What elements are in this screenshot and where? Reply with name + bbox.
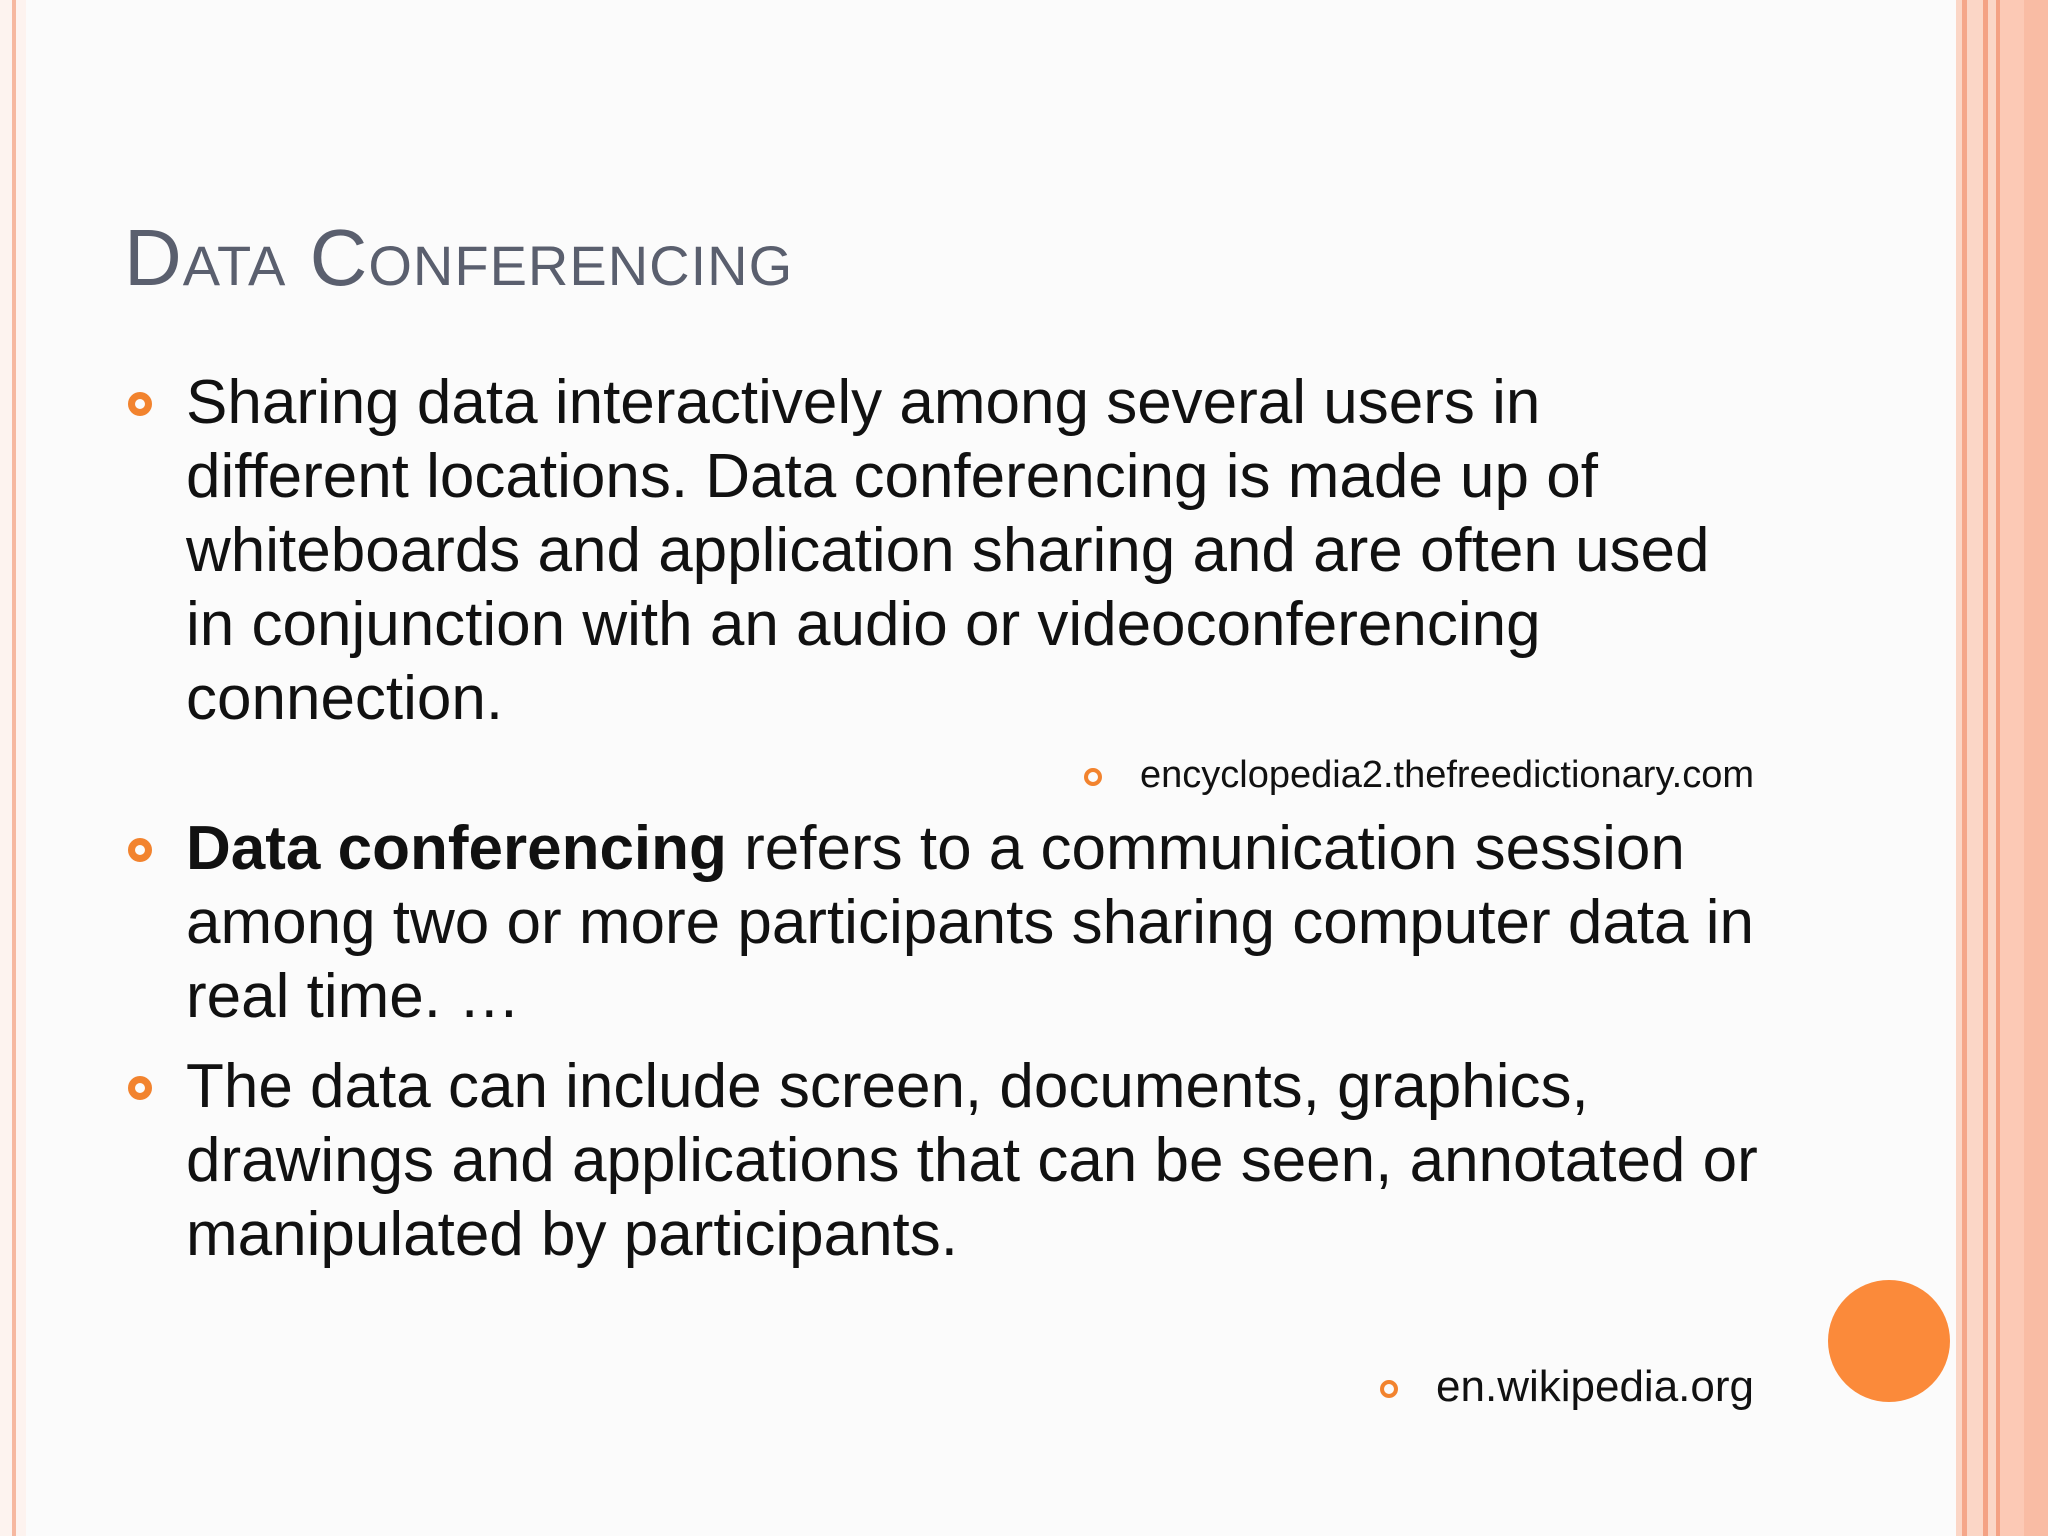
bullet-body-text: refers to a communication session among two or more participants sharing computer data in real time. … [186,814,1755,1031]
bullet-bold-text: Data conferencing [186,814,727,883]
right-stripe-decoration [1988,0,1996,1536]
source-citation [1380,1364,1754,1410]
orange-circle-decoration [1828,1280,1950,1402]
bullet-text [186,812,1764,1034]
bullet-item [124,366,1764,736]
source-citation [1084,752,1754,798]
bullet-item [124,1050,1764,1272]
left-border-line [12,0,16,1536]
right-stripe-decoration [2000,0,2024,1536]
bullet-text [186,1050,1764,1272]
source-circle-icon [1084,768,1102,786]
source-text: encyclopedia2.thefreedictionary.com [1140,754,1754,796]
right-stripe-decoration [2024,0,2048,1536]
bullet-circle-icon [128,392,152,416]
bullet-item [124,812,1764,1034]
right-stripe-decoration [1967,0,1983,1536]
bullet-circle-icon [128,838,152,862]
source-text: en.wikipedia.org [1436,1362,1754,1411]
bullet-body-text: Sharing data interactively among several users in different locations. Data conferencing is made up of whiteboards and application sharing and are often used in conjunction with an audio or videoconferencing connection. [186,368,1710,733]
slide-title: Data Conferencing [124,213,794,302]
bullet-body-text: The data can include screen, documents, graphics, drawings and applications that can be seen, annotated or manipulated by participants. [186,1052,1758,1269]
bullet-circle-icon [128,1076,152,1100]
bullet-text [186,366,1764,736]
source-circle-icon [1380,1380,1398,1398]
